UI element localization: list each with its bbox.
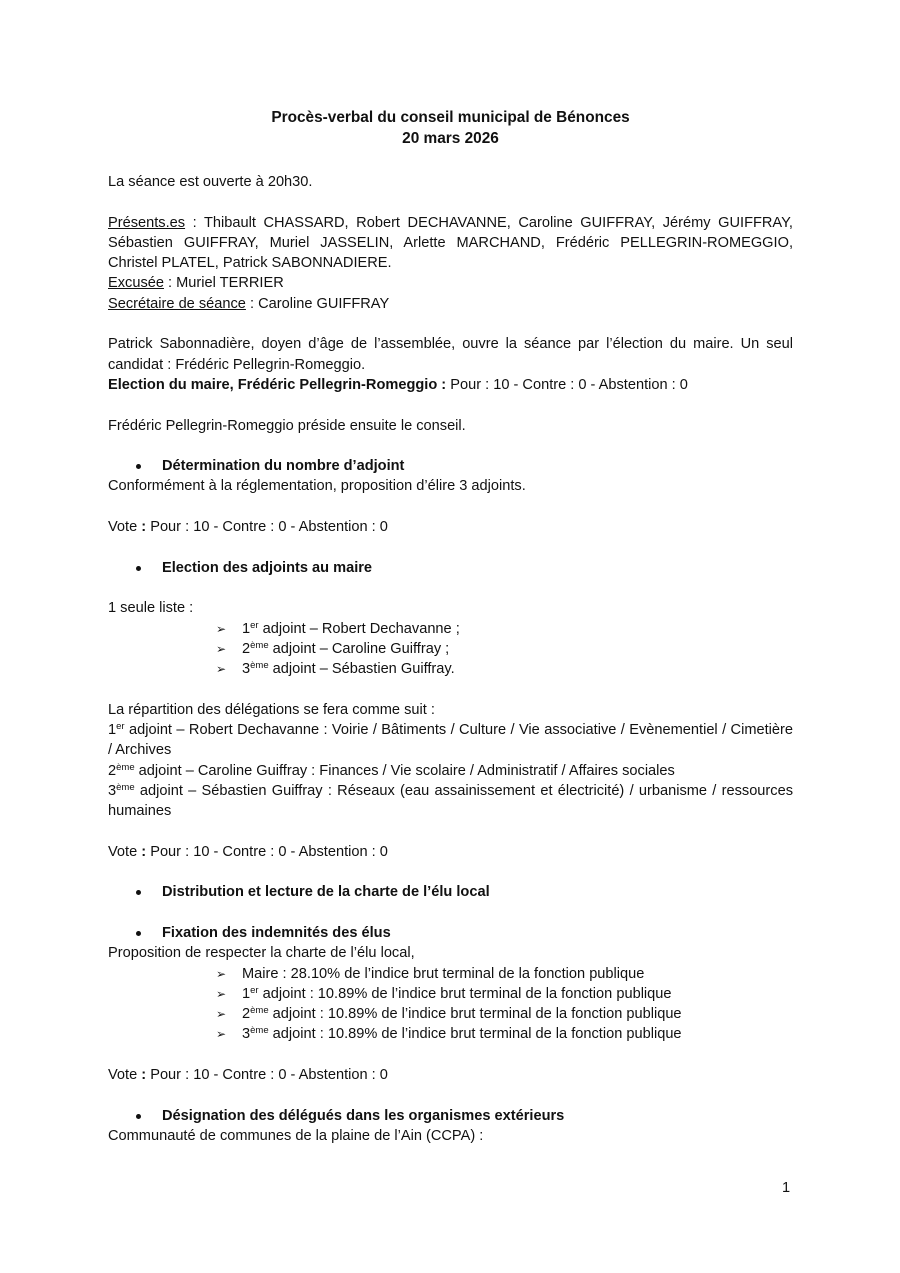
mayor-election-label: Election du maire, Frédéric Pellegrin-Romeggio : [108,376,447,393]
excusee-line [108,273,793,293]
section-heading-delegues: Désignation des délégués dans les organismes extérieurs [108,1106,793,1126]
arrow-bullet-icon: ➢ [216,1027,227,1042]
list-item: ➢ 3ème adjoint : 10.89% de l’indice brut terminal de la fonction publique [216,1024,793,1044]
list-item: ➢ 3ème adjoint – Sébastien Guiffray. [216,659,793,679]
delegation-line: 3ème adjoint – Sébastien Guiffray : Réseaux (eau assainissement et électricité) / urbanisme / ressources humaines [108,781,793,820]
delegation-line: 2ème adjoint – Caroline Guiffray : Finances / Vie scolaire / Administratif / Affaires sociales [108,761,675,779]
section-heading-charte: Distribution et lecture de la charte de l’élu local [108,882,793,902]
vote-line: Vote : Pour : 10 - Contre : 0 - Abstention : 0 [108,1067,388,1084]
list-item: ➢ Maire : 28.10% de l’indice brut terminal de la fonction publique [216,964,793,984]
list-item: ➢ 2ème adjoint : 10.89% de l’indice brut terminal de la fonction publique [216,1004,793,1024]
adjoints-list [108,619,793,680]
list-intro: 1 seule liste : [108,600,194,617]
section-heading-indemnites: Fixation des indemnités des élus [108,923,793,943]
arrow-bullet-icon: ➢ [216,1007,227,1022]
document-title: Procès-verbal du conseil municipal de Bénonces [271,109,630,126]
list-item: ➢ 2ème adjoint – Caroline Guiffray ; [216,639,793,659]
secretaire-label: Secrétaire de séance [108,295,246,312]
section-heading-adjoints-election: Election des adjoints au maire [108,558,793,578]
presents-list: : Thibault CHASSARD, Robert DECHAVANNE, Caroline GUIFFRAY, Jérémy GUIFFRAY, Sébastien GUIFFRAY, Muriel JASSELIN, Arlette MARCHAND, Frédéric PELLEGRIN-ROMEGGIO, Christel PLATEL, Patrick SABONNADIERE. [108,214,793,272]
secretaire-line [108,294,793,314]
vote-line: Vote : Pour : 10 - Contre : 0 - Abstention : 0 [108,519,388,536]
indemnites-intro: Proposition de respecter la charte de l’élu local, [108,945,415,962]
document-date: 20 mars 2026 [402,130,499,147]
arrow-bullet-icon: ➢ [216,621,227,636]
indemnites-list [108,964,793,1045]
vote-line: Vote : Pour : 10 - Contre : 0 - Abstention : 0 [108,843,388,860]
arrow-bullet-icon: ➢ [216,966,227,981]
secretaire-value: : Caroline GUIFFRAY [245,295,390,312]
document-page [108,107,793,1146]
adjoint-count-text: Conformément à la réglementation, proposition d’élire 3 adjoints. [108,478,526,495]
section-heading-adjoint-count: Détermination du nombre d’adjoint [108,456,793,476]
excusee-label: Excusée [108,275,164,292]
delegations-intro: La répartition des délégations se fera comme suit : [108,701,435,718]
excusee-value: : Muriel TERRIER [163,275,284,292]
ccpa-line: Communauté de communes de la plaine de l’Ain (CCPA) : [108,1127,484,1144]
arrow-bullet-icon: ➢ [216,641,227,656]
arrow-bullet-icon: ➢ [216,986,227,1001]
delegation-line: 1er adjoint – Robert Dechavanne : Voirie / Bâtiments / Culture / Vie associative / Evènementiel / Cimetière / Archives [108,721,793,759]
mayor-election-vote: Pour : 10 - Contre : 0 - Abstention : 0 [446,376,688,393]
page-number: 1 [782,1180,791,1196]
mayor-election-intro: Patrick Sabonnadière, doyen d’âge de l’assemblée, ouvre la séance par l’élection du maire. Un seul candidat : Frédéric Pellegrin-Romeggio. [108,336,793,373]
opening-line: La séance est ouverte à 20h30. [108,174,313,190]
list-item: ➢ 1er adjoint – Robert Dechavanne ; [216,619,793,639]
arrow-bullet-icon: ➢ [216,662,227,677]
presents-label: Présents.es [108,214,186,231]
list-item: ➢ 1er adjoint : 10.89% de l’indice brut terminal de la fonction publique [216,984,793,1004]
presents-paragraph [108,213,793,274]
mayor-election-result [108,375,793,395]
presides-line: Frédéric Pellegrin-Romeggio préside ensuite le conseil. [108,417,466,434]
